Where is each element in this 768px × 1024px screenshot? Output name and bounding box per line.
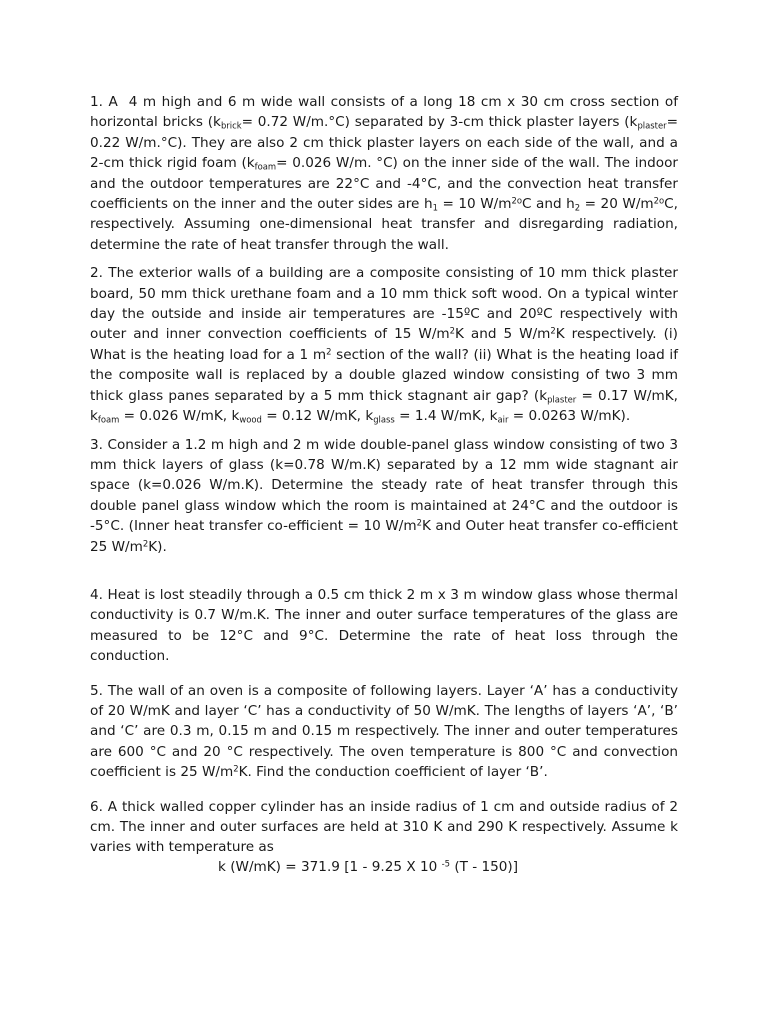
text-segment: K and 5 W/m [455,326,551,343]
problem-6 [90,797,678,858]
subscript: foam [254,161,277,172]
problem-5 [90,681,678,783]
text-segment: K and Outer heat transfer co-efficient 25 W/m [90,518,679,555]
text-segment: K). [148,538,167,555]
text-segment: section of the wall? (ii) What is the heating load if the composite wall is replaced by a double glazed window consisting of two 3 mm thick glass panes separated by a 5 mm thick stagnant air gap? (k [90,346,678,404]
superscript: 2 [233,763,239,774]
text-segment: = 0.12 W/mK, k [261,408,374,425]
text-segment: = 0.0263 W/mK). [508,408,631,425]
text-segment: 2. The exterior walls of a building are a composite consisting of 10 mm thick plaster board, 50 mm thick urethane foam and a 10 mm thick soft wood. On a typical winter day the outside and inside air temperatures are -15ºC and 20ºC respectively with outer and inner convection coefficients of 15 W/m [90,265,678,343]
superscript: 2 [142,537,149,548]
subscript: brick [220,120,242,131]
text-segment: k (W/mK) = 371.9 [1 - 9.25 X 10 [218,858,442,875]
superscript: 2 [416,517,422,528]
subscript: plaster [547,394,577,405]
superscript: -5 [441,858,450,869]
subscript: air [497,414,509,425]
superscript: 2 [449,325,456,336]
text-segment: K respectively. (i) What is the heating load for a 1 m [90,326,678,363]
superscript: 2 [326,346,332,357]
text-segment: = 10 W/m [437,196,512,213]
subscript: glass [373,414,395,425]
conductivity-formula [90,858,678,876]
superscript: 2o [511,195,522,206]
text-segment: = 0.026 W/m. °C) on the inner side of the wall. The indoor and the outdoor temperatures are 22°C and -4°C, and the convection heat transfer coefficients on the inner and the outer sides are h [90,155,678,213]
text-segment: 4. Heat is lost steadily through a 0.5 cm thick 2 m x 3 m window glass whose thermal conductivity is 0.7 W/m.K. The inner and outer surface temperatures of the glass are measured to be 12°C and 9°C. Determine the rate of heat loss through the conduction. [90,586,678,665]
superscript: 2 [550,325,556,336]
text-segment: C and h [521,196,575,213]
text-segment: = 0.17 W/mK, k [90,387,678,425]
text-segment: = 0.026 W/mK, k [119,408,240,425]
text-segment: (T - 150)] [450,858,519,875]
subscript: foam [97,414,120,425]
text-segment: C, respectively. Assuming one-dimensional heat transfer and disregarding radiation, determine the rate of heat transfer through the wall. [90,196,678,253]
subscript: 2 [574,202,581,213]
text-segment: 1. A 4 m high and 6 m wide wall consists of a long 18 cm x 30 cm cross section of horizontal bricks (k [90,94,678,131]
text-segment: 5. The wall of an oven is a composite of following layers. Layer ‘A’ has a conductivity of 20 W/mK and layer ‘C’ has a conductivity of 50 W/mK. The lengths of layers ‘A’, ‘B’ and ‘C’ are 0.3 m, 0.15 m and 0.15 m respectively. The inner and outer temperatures are 600 °C and 20 °C respectively. The oven temperature is 800 °C and convection coefficient is 25 W/m [90,682,678,781]
problem-2 [90,263,678,426]
subscript: wood [239,414,262,425]
document-page [90,92,678,876]
subscript: plaster [637,120,667,131]
text-segment: = 1.4 W/mK, k [394,408,498,425]
text-segment: = 0.72 W/m.°C) separated by 3-cm thick plaster layers (k [241,114,638,131]
superscript: 2o [653,195,665,206]
problem-3 [90,435,678,557]
text-segment: 6. A thick walled copper cylinder has an inside radius of 1 cm and outside radius of 2 cm. The inner and outer surfaces are held at 310 K and 290 K respectively. Assume k varies with temperature as [90,798,678,856]
text-segment: = 20 W/m [580,196,654,213]
problem-1 [90,92,678,255]
subscript: 1 [432,202,438,213]
problem-4 [90,585,678,667]
text-segment: 3. Consider a 1.2 m high and 2 m wide double-panel glass window consisting of two 3 mm thick layers of glass (k=0.78 W/m.K) separated by a 12 mm wide stagnant air space (k=0.026 W/m.K). Determine the steady rate of heat transfer through this double panel glass window which the room is maintained at 24°C and the outdoor is -5°C. (Inner heat transfer co-efficient = 10 W/m [90,436,678,535]
text-segment: = 0.22 W/m.°C). They are also 2 cm thick plaster layers on each side of the wall, and a 2-cm thick rigid foam (k [90,114,679,172]
text-segment: K. Find the conduction coefficient of layer ‘B’. [238,764,548,781]
